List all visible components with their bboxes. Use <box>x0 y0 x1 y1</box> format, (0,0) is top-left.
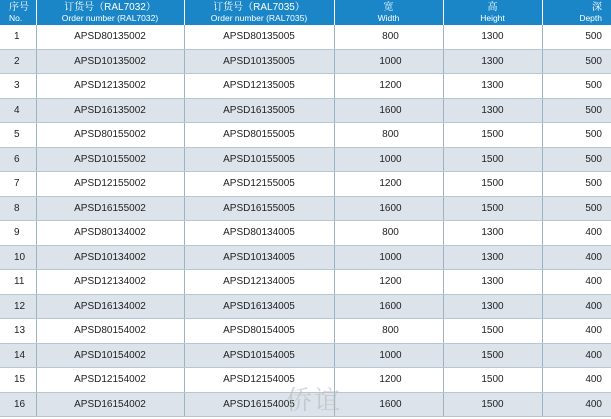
cell-no: 1 <box>0 25 36 49</box>
cell-order-ral7032: APSD80155002 <box>36 123 184 148</box>
table-row <box>0 196 611 221</box>
cell-height: 1300 <box>443 49 542 74</box>
watermark-text: 侨谊 <box>286 386 343 416</box>
cell-depth: 500 <box>542 98 611 123</box>
table-header <box>0 0 611 25</box>
header-height-en: Height <box>480 12 505 23</box>
cell-no: 8 <box>0 196 36 221</box>
table-row <box>0 147 611 172</box>
header-order-ral7032 <box>36 0 184 25</box>
cell-width: 1600 <box>334 196 443 221</box>
cell-order-ral7035: APSD12135005 <box>184 74 334 99</box>
cell-width: 1000 <box>334 343 443 368</box>
table-row <box>0 270 611 295</box>
cell-order-ral7035: APSD10135005 <box>184 49 334 74</box>
cell-order-ral7032: APSD80135002 <box>36 25 184 49</box>
cell-order-ral7032: APSD12134002 <box>36 270 184 295</box>
cell-height: 1300 <box>443 245 542 270</box>
cell-order-ral7035: APSD16155005 <box>184 196 334 221</box>
cell-order-ral7032: APSD80134002 <box>36 221 184 246</box>
cell-depth: 400 <box>542 221 611 246</box>
cell-order-ral7035: APSD12134005 <box>184 270 334 295</box>
table-row <box>0 319 611 344</box>
table-row <box>0 49 611 74</box>
cell-no: 2 <box>0 49 36 74</box>
cell-height: 1500 <box>443 147 542 172</box>
header-depth-zh: 深 <box>592 1 602 13</box>
cell-depth: 500 <box>542 196 611 221</box>
cell-order-ral7032: APSD12155002 <box>36 172 184 197</box>
header-height <box>443 0 542 25</box>
cell-no: 10 <box>0 245 36 270</box>
cell-height: 1300 <box>443 25 542 49</box>
cell-height: 1500 <box>443 343 542 368</box>
cell-order-ral7035: APSD80155005 <box>184 123 334 148</box>
cell-width: 1600 <box>334 98 443 123</box>
cell-height: 1500 <box>443 319 542 344</box>
cell-width: 1000 <box>334 147 443 172</box>
cell-no: 13 <box>0 319 36 344</box>
cell-width: 800 <box>334 319 443 344</box>
table-row <box>0 294 611 319</box>
cell-order-ral7032: APSD16135002 <box>36 98 184 123</box>
cell-order-ral7032: APSD12154002 <box>36 368 184 393</box>
table-row <box>0 343 611 368</box>
cell-order-ral7035: APSD12155005 <box>184 172 334 197</box>
cell-order-ral7032: APSD10155002 <box>36 147 184 172</box>
table-row <box>0 392 611 417</box>
cell-height: 1300 <box>443 270 542 295</box>
header-order-ral7035 <box>184 0 334 25</box>
cell-order-ral7035: APSD80135005 <box>184 25 334 49</box>
table-row <box>0 368 611 393</box>
cell-no: 6 <box>0 147 36 172</box>
cell-depth: 500 <box>542 49 611 74</box>
cell-width: 800 <box>334 221 443 246</box>
table-row <box>0 98 611 123</box>
cell-no: 7 <box>0 172 36 197</box>
cell-order-ral7032: APSD12135002 <box>36 74 184 99</box>
cell-order-ral7035: APSD80134005 <box>184 221 334 246</box>
header-order-ral7035-en: Order number (RAL7035) <box>210 12 308 23</box>
cell-order-ral7035: APSD80154005 <box>184 319 334 344</box>
cell-no: 16 <box>0 392 36 417</box>
cell-no: 3 <box>0 74 36 99</box>
cell-no: 11 <box>0 270 36 295</box>
cell-order-ral7035: APSD12154005 <box>184 368 334 393</box>
cell-width: 1000 <box>334 245 443 270</box>
cell-width: 800 <box>334 123 443 148</box>
header-order-ral7035-zh: 订货号（RAL7035） <box>213 1 305 13</box>
cell-order-ral7035: APSD10154005 <box>184 343 334 368</box>
cell-order-ral7032: APSD10154002 <box>36 343 184 368</box>
cell-width: 1200 <box>334 74 443 99</box>
cell-no: 14 <box>0 343 36 368</box>
cell-height: 1300 <box>443 98 542 123</box>
cell-depth: 400 <box>542 294 611 319</box>
cell-order-ral7032: APSD16134002 <box>36 294 184 319</box>
cell-width: 1200 <box>334 172 443 197</box>
cell-height: 1300 <box>443 221 542 246</box>
cell-order-ral7035: APSD16134005 <box>184 294 334 319</box>
header-no <box>0 0 36 25</box>
cell-order-ral7035: APSD10155005 <box>184 147 334 172</box>
cell-order-ral7032: APSD16154002 <box>36 392 184 417</box>
cell-no: 5 <box>0 123 36 148</box>
cell-no: 9 <box>0 221 36 246</box>
header-row <box>0 0 611 25</box>
cell-height: 1500 <box>443 368 542 393</box>
cell-depth: 400 <box>542 245 611 270</box>
table-row <box>0 221 611 246</box>
cell-width: 800 <box>334 25 443 49</box>
header-width <box>334 0 443 25</box>
cell-depth: 500 <box>542 74 611 99</box>
cell-order-ral7032: APSD10134002 <box>36 245 184 270</box>
cell-depth: 500 <box>542 172 611 197</box>
cell-order-ral7032: APSD16155002 <box>36 196 184 221</box>
cell-no: 12 <box>0 294 36 319</box>
cell-order-ral7032: APSD80154002 <box>36 319 184 344</box>
table-row <box>0 245 611 270</box>
cell-height: 1500 <box>443 123 542 148</box>
cell-depth: 500 <box>542 123 611 148</box>
table-row <box>0 172 611 197</box>
header-order-ral7032-en: Order number (RAL7032) <box>61 12 159 23</box>
cell-width: 1200 <box>334 368 443 393</box>
cell-width: 1600 <box>334 392 443 417</box>
cell-depth: 500 <box>542 25 611 49</box>
header-depth-en: Depth <box>579 12 602 23</box>
cell-width: 1200 <box>334 270 443 295</box>
cell-depth: 500 <box>542 147 611 172</box>
cell-order-ral7035: APSD16135005 <box>184 98 334 123</box>
cell-height: 1300 <box>443 74 542 99</box>
cell-depth: 400 <box>542 368 611 393</box>
header-height-zh: 高 <box>487 1 498 13</box>
cell-depth: 400 <box>542 392 611 417</box>
table-body <box>0 25 611 417</box>
cell-height: 1300 <box>443 294 542 319</box>
table-row <box>0 25 611 49</box>
cell-order-ral7035: APSD16154005 <box>184 392 334 417</box>
cell-width: 1600 <box>334 294 443 319</box>
cell-height: 1500 <box>443 172 542 197</box>
table-row <box>0 123 611 148</box>
header-depth <box>542 0 611 25</box>
header-order-ral7032-zh: 订货号（RAL7032） <box>64 1 156 13</box>
cell-no: 4 <box>0 98 36 123</box>
cell-depth: 400 <box>542 343 611 368</box>
cell-depth: 400 <box>542 270 611 295</box>
header-no-en: No. <box>9 12 23 23</box>
table-row <box>0 74 611 99</box>
cell-depth: 400 <box>542 319 611 344</box>
header-no-zh: 序号 <box>9 1 29 13</box>
cell-order-ral7032: APSD10135002 <box>36 49 184 74</box>
cell-order-ral7035: APSD10134005 <box>184 245 334 270</box>
cell-width: 1000 <box>334 49 443 74</box>
cell-height: 1500 <box>443 392 542 417</box>
header-width-en: Width <box>377 12 400 23</box>
cell-height: 1500 <box>443 196 542 221</box>
cell-no: 15 <box>0 368 36 393</box>
header-width-zh: 宽 <box>383 1 394 13</box>
